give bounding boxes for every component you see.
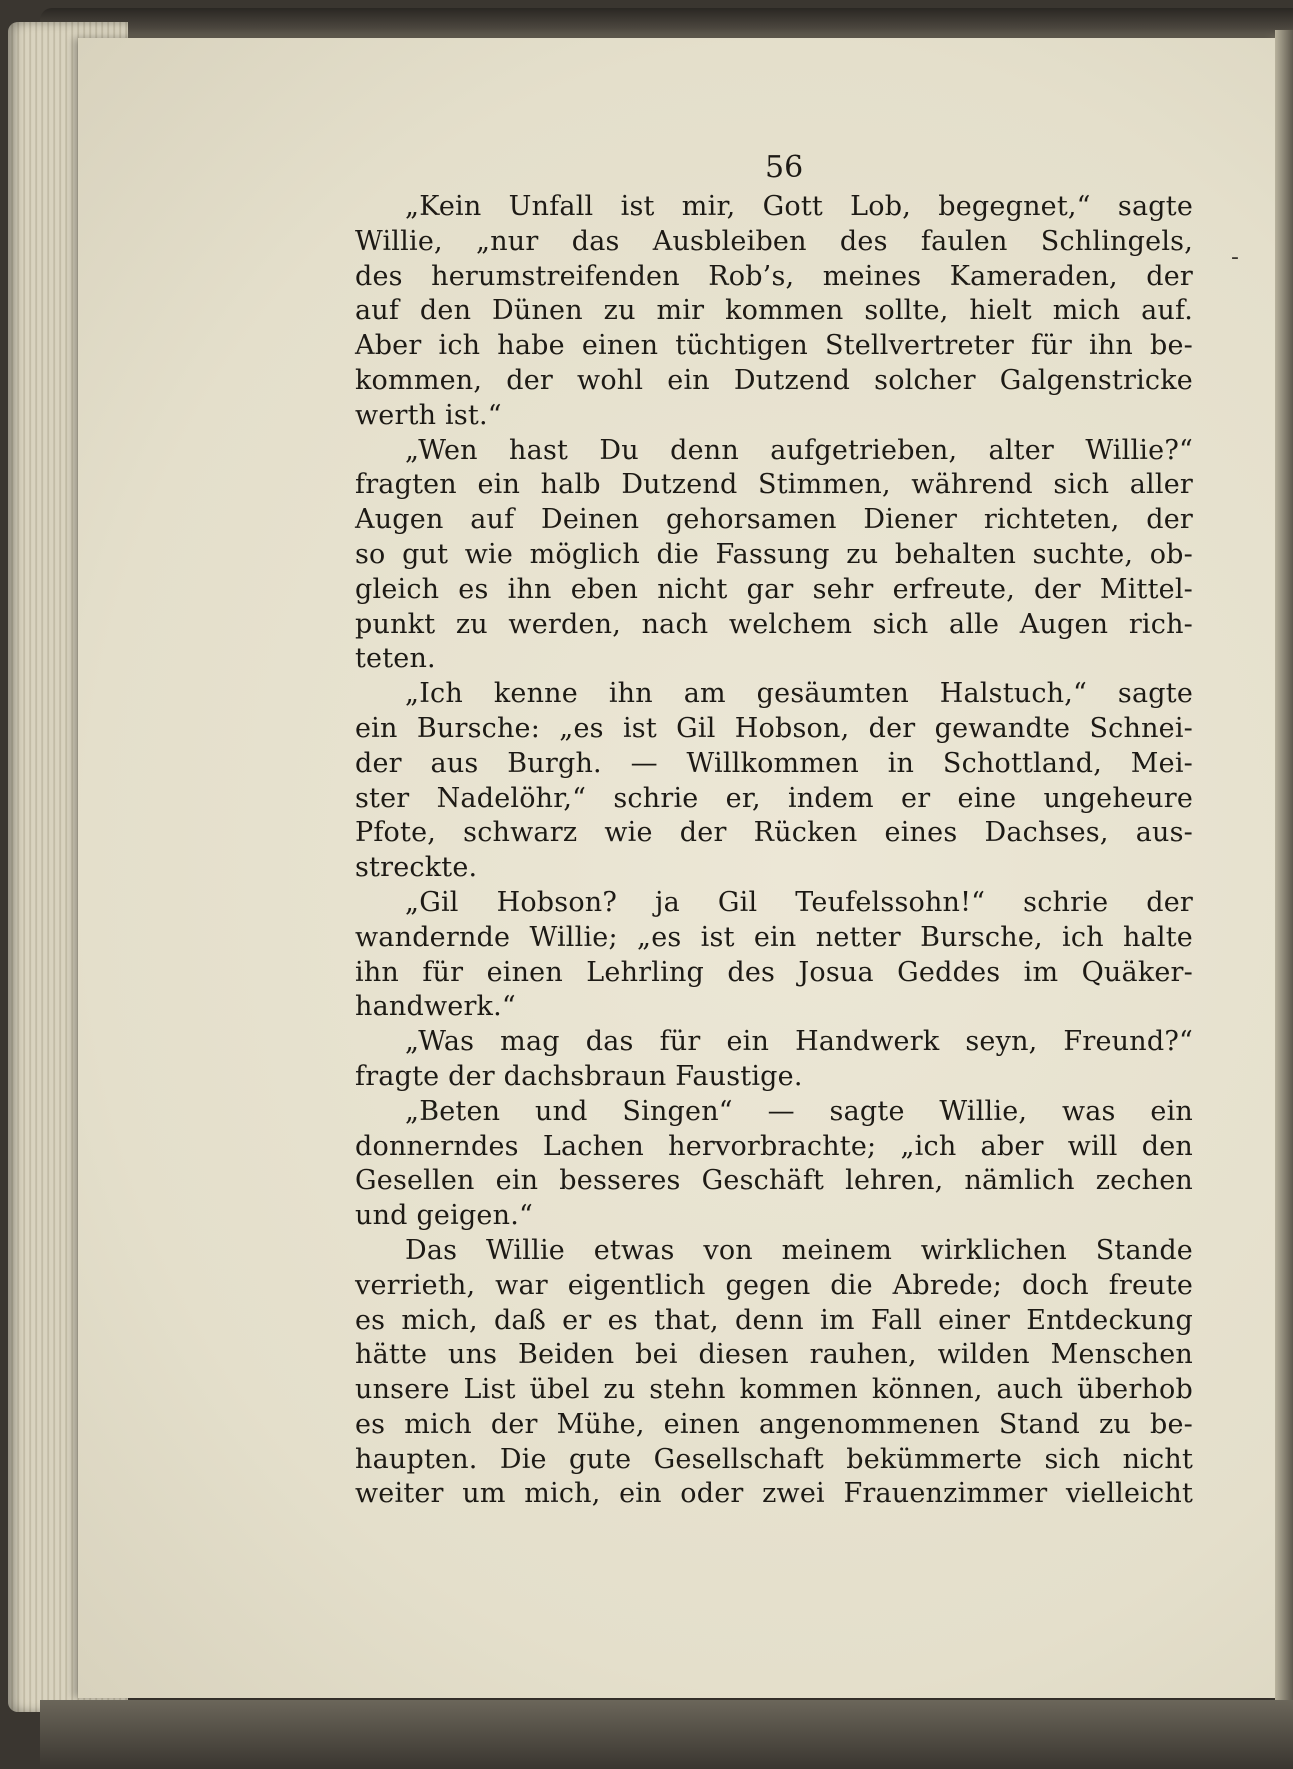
paragraph [355,886,1193,1025]
text-line: „Kein Unfall ist mir, Gott Lob, begegnet,“ sagte [405,191,1193,222]
text-line: „Ich kenne ihn am gesäumten Halstuch,“ sagte [405,678,1193,710]
text-line: streckte. [355,852,478,884]
text-line: fragte der dachsbraun Faustige. [355,1060,803,1092]
margin-mark: - [1231,245,1239,270]
text-line: verrieth, war eigentlich gegen die Abrede; doch freute [355,1269,1193,1301]
text-line: werth ist.“ [355,399,502,431]
book-bottom-edge [40,1700,1293,1769]
text-line: „Beten und Singen“ — sagte Willie, was ein [405,1095,1193,1127]
text-line: handwerk.“ [355,991,516,1023]
text-line: hätte uns Beiden bei diesen rauhen, wilden Menschen [355,1339,1193,1371]
text-line: „Gil Hobson? ja Gil Teufelssohn!“ schrie der [405,886,1193,918]
text-line: unsere List übel zu stehn kommen können, auch überhob [355,1374,1193,1406]
text-line: so gut wie möglich die Fassung zu behalten suchte, ob- [355,538,1193,570]
text-line: kommen, der wohl ein Dutzend solcher Galgenstricke [355,364,1193,396]
text-line: „Wen hast Du denn aufgetrieben, alter Willie?“ [405,434,1193,466]
text-line: Gesellen ein besseres Geschäft lehren, nämlich zechen [355,1165,1193,1197]
text-line: ster Nadelöhr,“ schrie er, indem er eine ungeheure [355,782,1193,814]
text-line: punkt zu werden, nach welchem sich alle Augen rich- [355,608,1193,640]
text-line: ihn für einen Lehrling des Josua Geddes im Quäker- [355,956,1193,988]
text-line: haupten. Die gute Gesellschaft bekümmerte sich nicht [355,1443,1193,1475]
text-line: „Was mag das für ein Handwerk seyn, Freund?“ [405,1026,1193,1058]
paragraph [355,190,1193,434]
text-line: es mich, daß er es that, denn im Fall einer Entdeckung [355,1304,1193,1336]
paragraph [355,677,1193,886]
text-line: auf den Dünen zu mir kommen sollte, hielt mich auf. [355,295,1193,327]
book-right-edge [1275,30,1293,1710]
text-line: des herumstreifenden Rob’s, meines Kameraden, der [355,260,1193,292]
text-line: Willie, „nur das Ausbleiben des faulen Schlingels, [355,225,1193,257]
text-line: donnerndes Lachen hervorbrachte; „ich aber will den [355,1130,1193,1162]
paragraph [355,1234,1193,1512]
text-line: Pfote, schwarz wie der Rücken eines Dachses, aus- [355,817,1193,849]
paragraph [355,434,1193,678]
paragraph-container [355,190,1193,1512]
paragraph [355,1095,1193,1234]
text-line: der aus Burgh. — Willkommen in Schottland, Mei- [355,747,1193,779]
text-line: fragten ein halb Dutzend Stimmen, während sich aller [355,469,1193,501]
text-line: Das Willie etwas von meinem wirklichen Stande [405,1234,1193,1266]
text-line: und geigen.“ [355,1200,533,1232]
text-line: ein Bursche: „es ist Gil Hobson, der gewandte Schnei- [355,712,1193,744]
body-text [355,190,1193,1512]
text-line: gleich es ihn eben nicht gar sehr erfreute, der Mittel- [355,573,1193,605]
text-line: weiter um mich, ein oder zwei Frauenzimmer vielleicht [355,1478,1193,1510]
text-line: teten. [355,643,436,675]
page-number: 56 [765,150,804,185]
text-line: wandernde Willie; „es ist ein netter Bursche, ich halte [355,921,1193,953]
text-line: Augen auf Deinen gehorsamen Diener richteten, der [355,504,1193,536]
text-line: es mich der Mühe, einen angenommenen Stand zu be- [355,1408,1193,1440]
paragraph [355,1025,1193,1095]
text-line: Aber ich habe einen tüchtigen Stellvertreter für ihn be- [355,330,1193,362]
